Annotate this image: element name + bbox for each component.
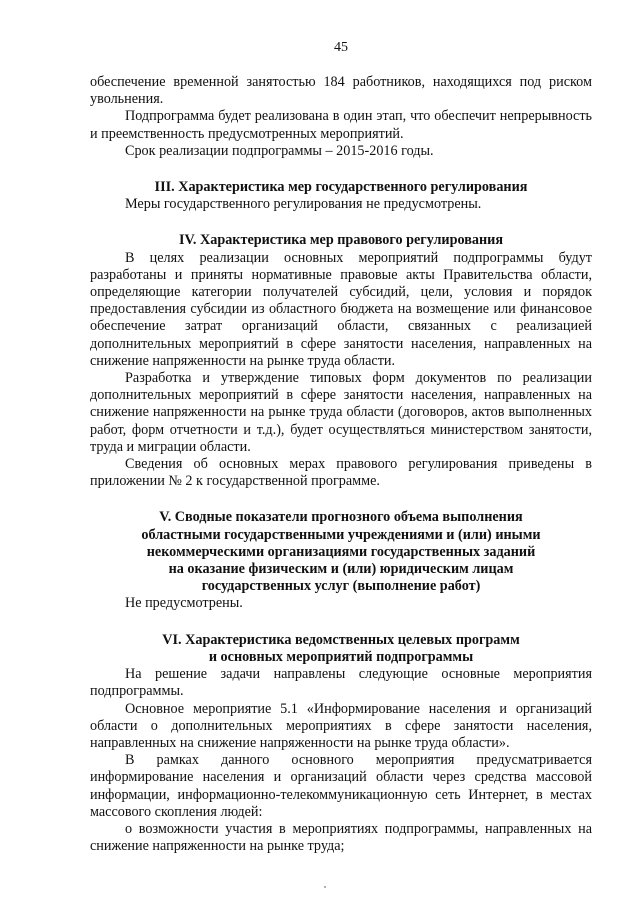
intro-paragraph-3: Срок реализации подпрограммы – 2015-2016 годы. <box>125 142 434 159</box>
section-5-heading <box>90 509 592 595</box>
section-5-heading-line: V. Сводные показатели прогнозного объема выполнения <box>159 509 523 526</box>
section-4-paragraph-2: Разработка и утверждение типовых форм документов по реализации дополнительных мероприятий в сфере занятости населения, направленных на снижение напряженности на рынке труда области (договоров, актов выполненных работ, форм отчетности и т.д.), будет осуществляться министерством занятости, труда и миграции области. <box>90 370 592 455</box>
section-5-heading-line: некоммерческими организациями государственных заданий <box>146 543 536 560</box>
section-4-paragraph-3: Сведения об основных мерах правового регулирования приведены в приложении № 2 к государственной программе. <box>90 456 592 490</box>
section-6-heading-line: VI. Характеристика ведомственных целевых программ <box>162 631 520 648</box>
section-6-paragraph-1: На решение задачи направлены следующие основные мероприятия подпрограммы. <box>90 666 592 700</box>
section-6-paragraph-2: Основное мероприятие 5.1 «Информирование населения и организаций области о дополнительных мероприятиях в сфере занятости населения, направленных на снижение напряженности на рынке труда области». <box>90 700 592 751</box>
intro-paragraph-2: Подпрограмма будет реализована в один этап, что обеспечит непрерывность и преемственность предусмотренных мероприятий. <box>90 108 592 142</box>
section-6-paragraph-4: о возможности участия в мероприятиях подпрограммы, направленных на снижение напряженности на рынке труда; <box>90 820 592 855</box>
section-6-heading-line: и основных мероприятий подпрограммы <box>208 648 474 665</box>
section-5-heading-line: на оказание физическим и (или) юридическим лицам <box>168 561 514 578</box>
section-5-heading-line: государственных услуг (выполнение работ) <box>201 578 481 595</box>
section-6-paragraph-3: В рамках данного основного мероприятия предусматривается информирование населения и организаций области через средства массовой информации, информационно-телекоммуникационную сеть Интернет, в местах массового скопления людей: <box>90 752 592 820</box>
section-5-heading-line: областными государственными учреждениями и (или) иными <box>141 526 541 543</box>
scan-speck <box>324 886 326 888</box>
page-number: 45 <box>334 40 348 55</box>
section-3-paragraph-1: Меры государственного регулирования не предусмотрены. <box>125 196 482 213</box>
section-3-heading: III. Характеристика мер государственного регулирования <box>154 179 528 196</box>
section-4-heading: IV. Характеристика мер правового регулирования <box>178 232 504 249</box>
section-5-text: Не предусмотрены. <box>125 595 243 612</box>
section-4-paragraph-1: В целях реализации основных мероприятий подпрограммы будут разработаны и приняты нормативные правовые акты Правительства области, определяющие категории получателей субсидий, цели, условия и порядок предоставления субсидии из областного бюджета на возмещение или финансовое обеспечение затрат организаций области, связанных с реализацией дополнительных мероприятий в сфере занятости населения, направленных на снижение напряженности на рынке труда области. <box>90 249 592 369</box>
section-6-heading <box>90 632 592 666</box>
intro-paragraph-1: обеспечение временной занятостью 184 работников, находящихся под риском увольнения. <box>90 74 592 108</box>
